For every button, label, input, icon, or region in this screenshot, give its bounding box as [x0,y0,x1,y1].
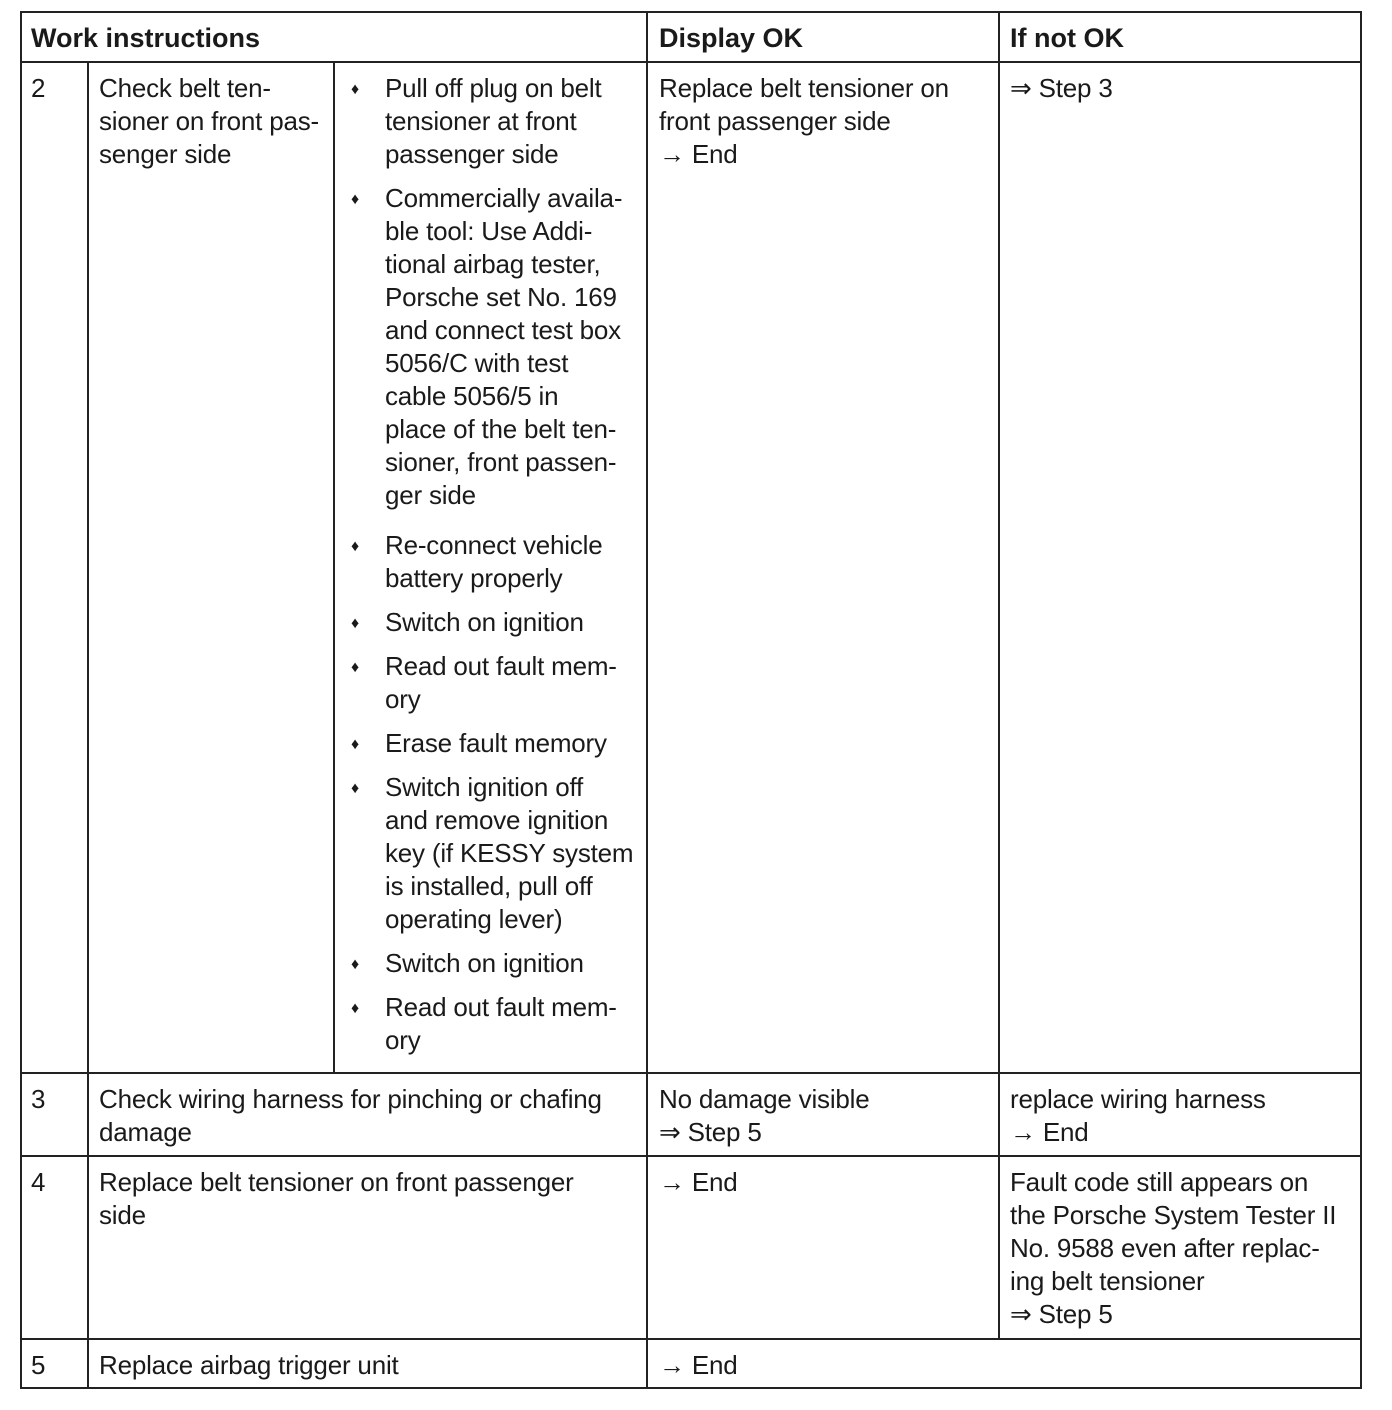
display-column-divider [646,11,648,1389]
table-border-left [20,11,22,1389]
row-divider [20,1072,1362,1074]
header-display-ok: Display OK [659,23,804,53]
diamond-bullet-icon: ♦ [351,1000,359,1017]
step-number: 3 [31,1084,46,1114]
diamond-bullet-icon: ♦ [351,736,359,753]
step-instruction-text: Replace belt tensioner on front passenger side [99,1167,574,1230]
action-item-text: Read out fault mem- ory [385,992,617,1055]
action-item-text: Read out fault mem- ory [385,651,617,714]
action-column-divider [333,61,335,1074]
action-item [347,72,639,171]
display-ok-text: → End [659,1350,738,1380]
step-number: 2 [31,73,46,103]
header-if-not-ok: If not OK [1010,23,1124,53]
action-item [347,727,639,760]
action-item-text: Erase fault memory [385,728,607,758]
action-item-text: Switch on ignition [385,948,584,978]
diamond-bullet-icon: ♦ [351,81,359,98]
action-list [347,72,639,1068]
action-item [347,991,639,1057]
action-item [347,771,639,936]
diamond-bullet-icon: ♦ [351,615,359,632]
action-item-text: Re-connect vehicle battery properly [385,530,603,593]
display-ok-text: → End [659,1167,738,1197]
step-instruction-text: Check wiring harness for pinching or chafing damage [99,1084,602,1147]
action-item-text: Pull off plug on belt tensioner at front passenger side [385,73,602,169]
header-work-instructions: Work instructions [31,23,261,53]
step-column-divider [87,61,89,1389]
action-item [347,606,639,639]
step-number: 5 [31,1350,46,1380]
action-item [347,650,639,716]
action-item [347,182,639,512]
if-not-ok-text: Fault code still appears on the Porsche System Tester II No. 9588 even after replac- ing belt tensioner ⇒ Step 5 [1010,1167,1337,1329]
row-divider [20,1338,1362,1340]
step-check-text: Check belt ten- sioner on front pas- senger side [99,73,320,169]
step-number: 4 [31,1167,46,1197]
table-border-right [1360,11,1362,1389]
if-not-ok-text: ⇒ Step 3 [1010,73,1113,103]
diamond-bullet-icon: ♦ [351,659,359,676]
diamond-bullet-icon: ♦ [351,956,359,973]
display-ok-text: No damage visible ⇒ Step 5 [659,1084,870,1147]
table-border-top [20,11,1362,13]
diamond-bullet-icon: ♦ [351,780,359,797]
action-item-text: Switch ignition off and remove ignition key (if KESSY system is installed, pull off operating lever) [385,772,634,934]
diamond-bullet-icon: ♦ [351,538,359,555]
action-item-text: Commercially availa- ble tool: Use Addi- tional airbag tester, Porsche set No. 169 and connect test box 5056/C with test cable 5056/5 in place of the belt ten- sioner, front passen- ger side [385,183,623,510]
step-instruction-text: Replace airbag trigger unit [99,1350,399,1380]
table-border-bottom [20,1387,1362,1389]
row-divider [20,1155,1362,1157]
display-ok-text: Replace belt tensioner on front passenger side → End [659,73,949,169]
diamond-bullet-icon: ♦ [351,191,359,208]
if-not-ok-text: replace wiring harness → End [1010,1084,1266,1147]
result-column-divider [998,11,1000,1340]
action-item [347,529,639,595]
header-divider [20,61,1362,63]
action-item-text: Switch on ignition [385,607,584,637]
action-item [347,947,639,980]
